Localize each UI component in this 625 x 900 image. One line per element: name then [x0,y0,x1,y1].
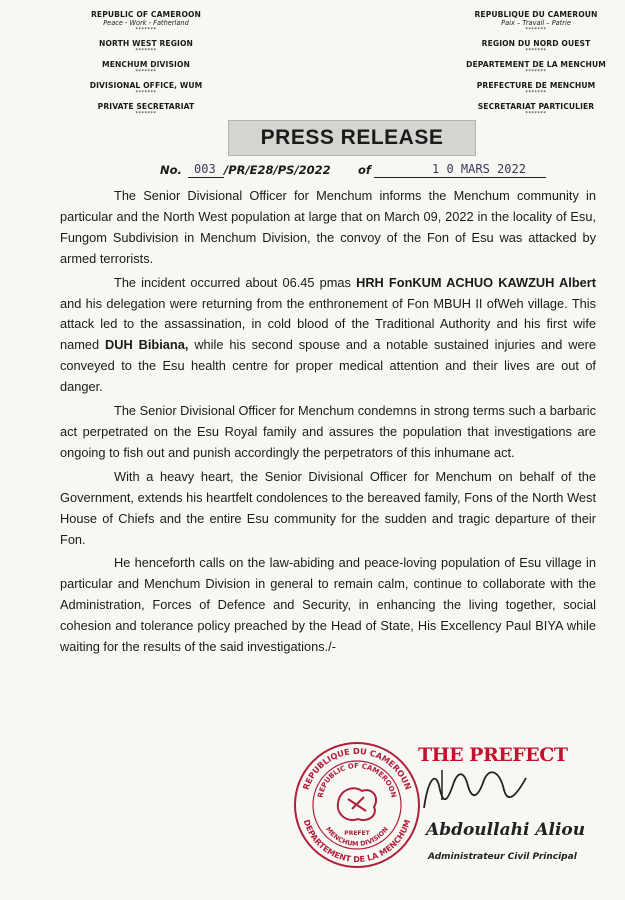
header-region: REGION DU NORD OUEST [481,39,591,48]
paragraph: The Senior Divisional Officer for Menchum informs the Menchum community in particular and the North West population at large that on March 09, 2022 in the locality of Esu, Fungom Subdivision in Menchum Division, the convoy of the Fon of Esu was attacked by armed terrorists. [60,188,596,266]
paragraph: The Senior Divisional Officer for Menchum condemns in strong terms such a barbaric act perpetrated on the Esu Royal family and assures the population that investigations are ongoing to fish out and punish accordingly the perpetrators of this inhumane act. [60,403,596,460]
header-region: NORTH WEST REGION [99,39,193,48]
header-stars: ******* [135,69,157,75]
header-stars: ******* [525,48,547,54]
header-country: REPUBLIC OF CAMEROON [90,10,202,19]
header-stars: ******* [135,90,157,96]
header-country: REPUBLIQUE DU CAMEROUN [474,10,598,19]
header-motto: Paix – Travail – Patrie [501,19,571,27]
header-stars: ******* [525,69,547,75]
reference-no-label: No. [160,163,182,177]
header-stars: ******* [525,90,547,96]
official-stamp [292,735,422,873]
stamp-emblem-icon [338,788,376,820]
header-office: PREFECTURE DE MENCHUM [476,81,596,90]
stamp-inner-top: REPUBLIC OF CAMEROON [316,761,398,799]
reference-line [160,162,560,182]
header-left [66,10,226,123]
header-office: DIVISIONAL OFFICE, WUM [89,81,203,90]
wife-name: DUH Bibiana, [105,337,189,353]
header-division: DEPARTEMENT DE LA MENCHUM [466,60,606,69]
reference-number: 003 [194,162,216,176]
stamp-outer-top: REPUBLIQUE DU CAMEROUN [300,745,414,792]
header-secretariat: SECRETARIAT PARTICULIER [477,102,595,111]
header-motto: Peace - Work - Fatherland [103,19,189,27]
paragraph: With a heavy heart, the Senior Divisional Officer for Menchum on behalf of the Government, extends his heartfelt condolences to the bereaved family, Fons of the North West House of Chiefs and the entire Esu community for the sudden and tragic departure of their Fon. [60,468,596,547]
paragraph: The incident occurred about 06.45 pmas HRH FonKUM ACHUO KAWZUH Albert and his delegation were returning from the enthronement of Fon MBUH II ofWeh village. This attack led to the assassination, in cold blood of the Traditional Authority and his first wife named DUH Bibiana, while his second spouse and a notable sustained injuries and were conveyed to the Esu health centre for proper medical attention and their lives are out of danger. [60,274,597,395]
header-stars: ******* [135,48,157,54]
paragraph: He henceforth calls on the law-abiding and peace-loving population of Esu village in particular and Menchum Division in general to remain calm, continue to collaborate with the Administration, Forces of Defence and Security, in enhancing the living together, social cohesion and tolerance policy preached by the Head of State, His Excellency Paul BIYA while waiting for the results of the said investigations./- [60,555,596,655]
header-stars: ******* [525,27,547,33]
header-stars: ******* [525,111,547,117]
press-release-body [60,186,596,661]
signature-scribble [418,760,538,820]
stamp-outer-bottom: DEPARTEMENT DE LA MENCHUM [301,818,413,865]
header-stars: ******* [135,27,157,33]
signatory-title: Administrateur Civil Principal [428,852,577,862]
header-secretariat: PRIVATE SECRETARIAT [97,102,195,111]
signatory-name: Abdoullahi Aliou [426,820,586,840]
reference-date: 1 0 MARS 2022 [432,162,526,176]
header-division: MENCHUM DIVISION [102,60,190,69]
stamp-inner-bottom: MENCHUM DIVISION [324,825,390,849]
header-right [456,10,616,123]
page-title: PRESS RELEASE [260,126,444,149]
title-box [228,120,476,156]
signatory-role: THE PREFECT [418,744,568,766]
stamp-prefet: PREFET [344,830,370,837]
fon-name: HRH FonKUM ACHUO KAWZUH Albert [356,274,597,290]
header-stars: ******* [135,111,157,117]
reference-code: /PR/E28/PS/2022 [224,163,331,177]
reference-of-label: of [358,163,371,177]
